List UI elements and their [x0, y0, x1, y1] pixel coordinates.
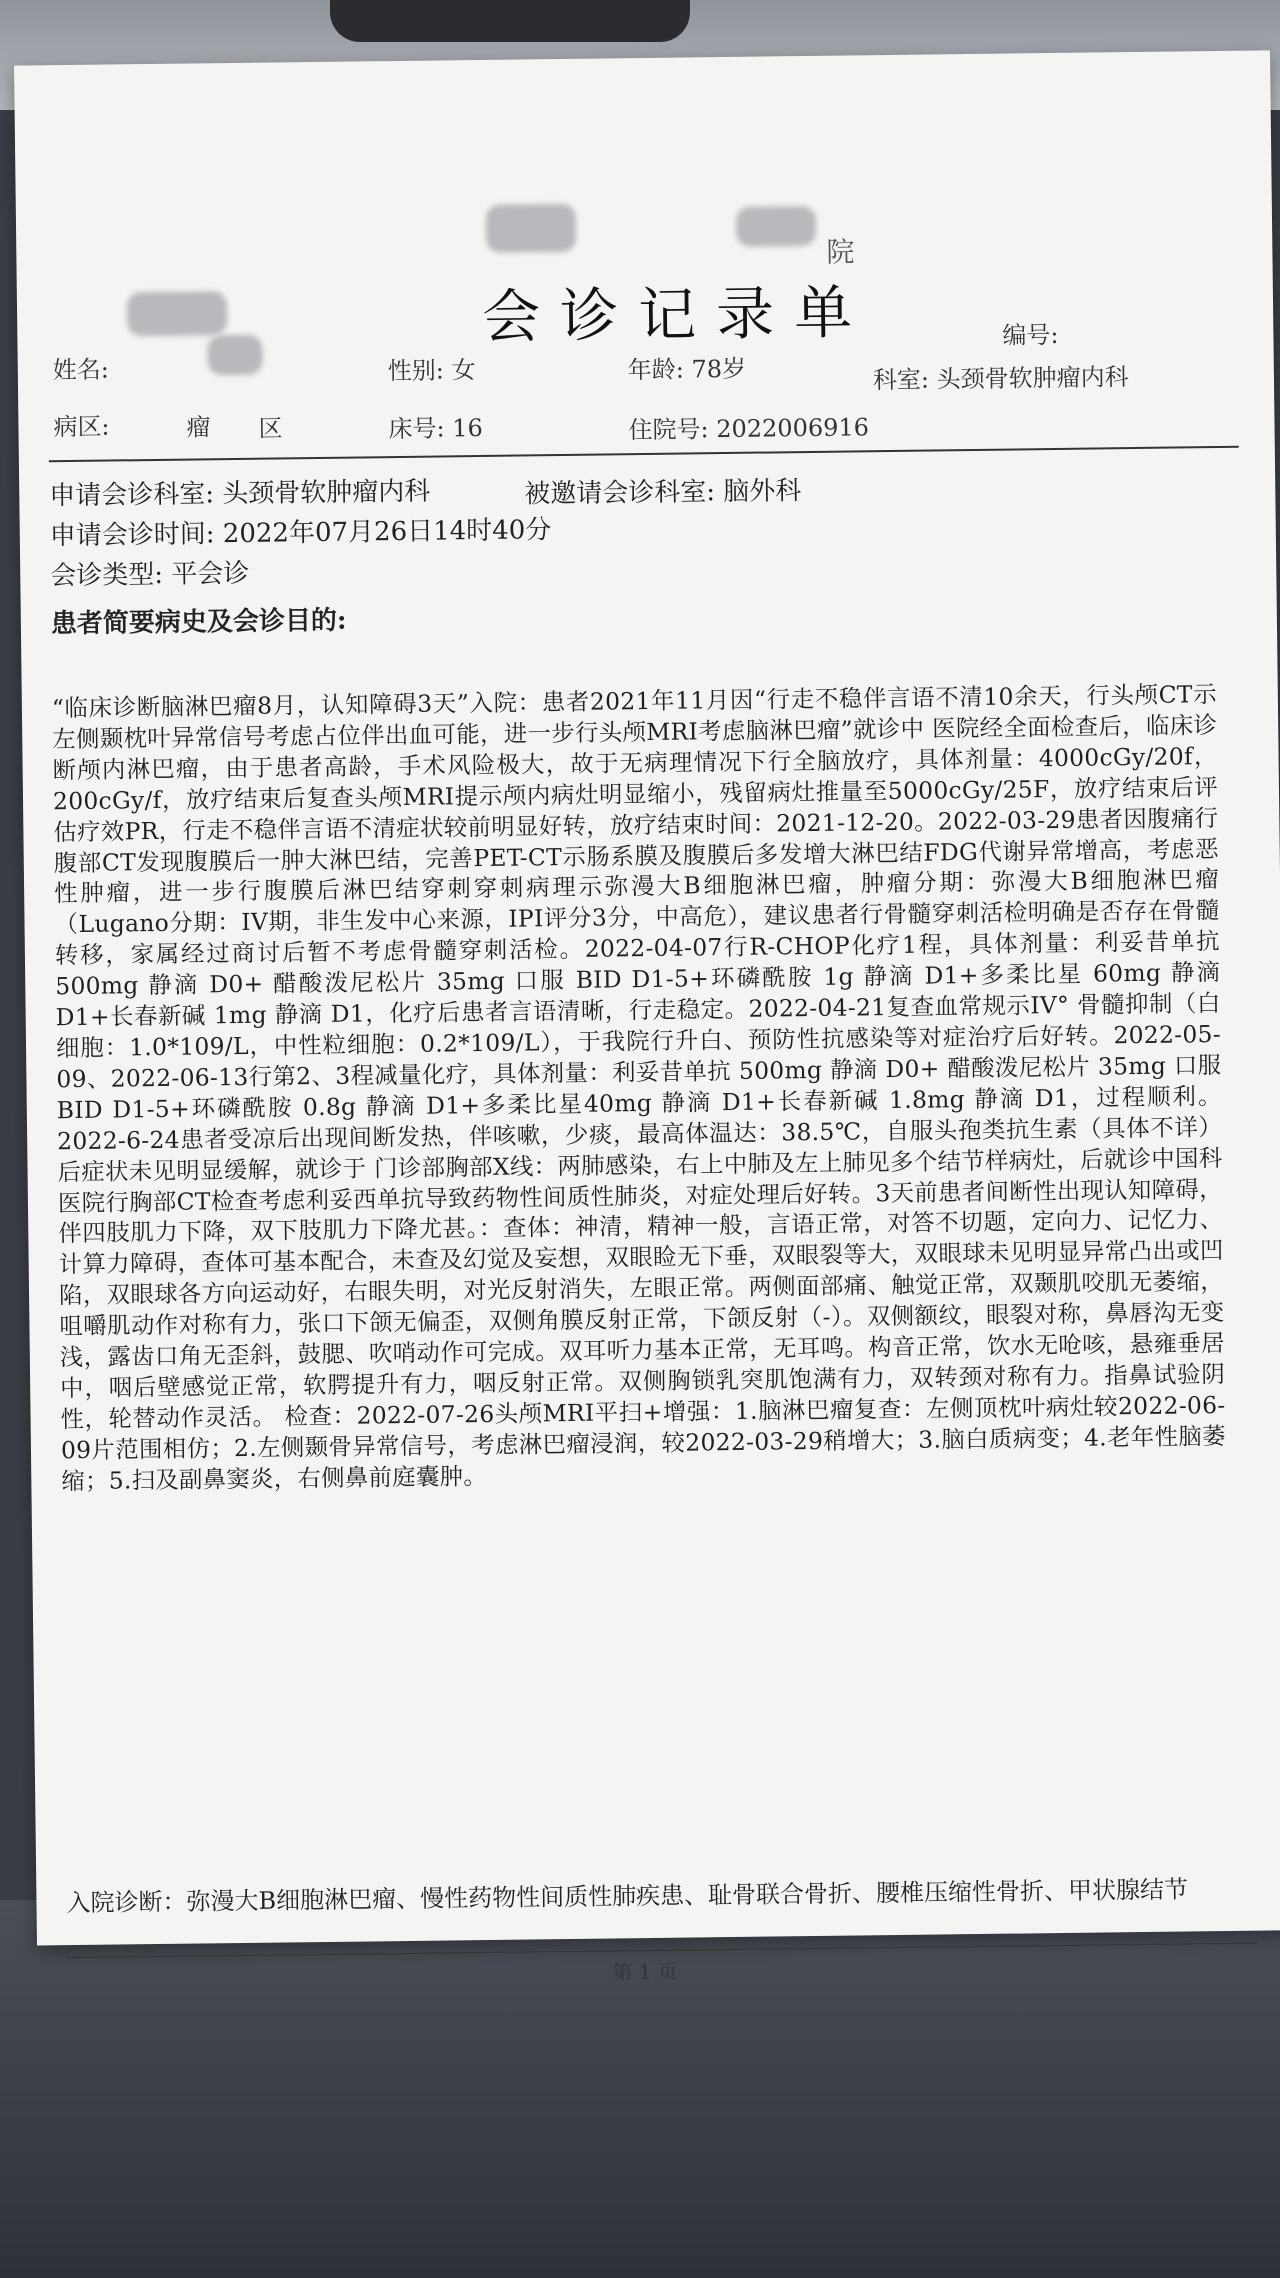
name-label: 姓名: [52, 355, 110, 385]
redaction-blur [207, 335, 262, 376]
admission-diagnosis: 入院诊断：弥漫大B细胞淋巴瘤、慢性药物性间质性肺疾患、耻骨联合骨折、腰椎压缩性骨折、甲状腺结节 [66, 1875, 1189, 1918]
page-number: 第 1 页 [612, 1959, 678, 1985]
age-field: 年龄: 78岁 [627, 354, 747, 385]
history-heading: 患者简要病史及会诊目的: [50, 605, 347, 640]
ward-label: 病区: [53, 412, 110, 442]
page-title: 会诊记录单 [481, 278, 873, 351]
invited-department: 被邀请会诊科室: 脑外科 [524, 476, 802, 510]
gender-field: 性别: 女 [387, 356, 476, 386]
header-divider [49, 446, 1239, 463]
department-field: 科室: 头颈骨软肿瘤内科 [872, 363, 1129, 395]
redaction-blur [736, 206, 816, 247]
request-time: 申请会诊时间: 2022年07月26日14时40分 [49, 515, 552, 552]
paper-sheet [14, 50, 1280, 1985]
ward-suffix: 区 [258, 414, 283, 443]
redaction-blur [127, 291, 228, 336]
history-body: “临床诊断脑淋巴瘤8月，认知障碍3天”入院：患者2021年11月因“行走不稳伴言语不清10余天，行头颅CT示左侧颞枕叶异常信号考虑占位伴出血可能，进一步行头颅MRI考虑脑淋巴瘤”就诊中 医院经全面检查后，临床诊断颅内淋巴瘤，由于患者高龄，手术风险极大，故于无病理情况下行全脑放疗，具体剂量：4000cGy/20f，200cGy/f，放疗结束后复查头颅MRI提示颅内病灶明显缩小，残留病灶推量至5000cGy/25F，放疗结束后评估疗效PR，行走不稳伴言语不清症状较前明显好转，放疗结束时间：2021-12-20。2022-03-29患者因腹痛行腹部CT发现腹膜后一肿大淋巴结，完善PET-CT示肠系膜及腹膜后多发增大淋巴结FDG代谢异常增高，考虑恶性肿瘤，进一步行腹膜后淋巴结穿刺穿刺病理示弥漫大B细胞淋巴瘤，肿瘤分期：弥漫大B细胞淋巴瘤（Lugano分期：IV期，非生发中心来源，IPI评分3分，中高危），建议患者行骨髓穿刺活检明确是否存在骨髓转移，家属经过商讨后暂不考虑骨髓穿刺活检。2022-04-07行R-CHOP化疗1程，具体剂量：利妥昔单抗 500mg 静滴 D0+ 醋酸泼尼松片 35mg 口服 BID D1-5+环磷酰胺 1g 静滴 D1+多柔比星 60mg 静滴 D1+长春新碱 1mg 静滴 D1，化疗后患者言语清晰，行走稳定。2022-04-21复查血常规示IV° 骨髓抑制（白细胞：1.0*109/L，中性粒细胞：0.2*109/L），于我院行升白、预防性抗感染等对症治疗后好转。2022-05-09、2022-06-13行第2、3程减量化疗，具体剂量：利妥昔单抗 500mg 静滴 D0+ 醋酸泼尼松片 35mg 口服 BID D1-5+环磷酰胺 0.8g 静滴 D1+多柔比星40mg 静滴 D1+长春新碱 1.8mg 静滴 D1，过程顺利。2022-6-24患者受凉后出现间断发热，伴咳嗽，少痰，最高体温达：38.5℃，自服头孢类抗生素（具体不详）后症状未见明显缓解，就诊于 门诊部胸部X线：两肺感染，右上中肺及左上肺见多个结节样病灶，后就诊中国科 医院行胸部CT检查考虑利妥西单抗导致药物性间质性肺炎，对症处理后好转。3天前患者间断性出现认知障碍，伴四肢肌力下降，双下肢肌力下降尤甚。：查体：神清，精神一般，言语正常，对答不切题，定向力、记忆力、计算力障碍，查体可基本配合，未查及幻觉及妄想，双眼睑无下垂，双眼裂等大，双眼球未见明显异常凸出或凹陷，双眼球各方向运动好，右眼失明，对光反射消失，左眼正常。两侧面部痛、触觉正常，双颞肌咬肌无萎缩，咀嚼肌动作对称有力，张口下颌无偏歪，双侧角膜反射正常，下颌反射（-）。双侧额纹，眼裂对称，鼻唇沟无变浅，露齿口角无歪斜，鼓腮、吹哨动作可完成。双耳听力基本正常，无耳鸣。构音正常，饮水无呛咳，悬雍垂居中，咽后壁感觉正常，软腭提升有力，咽反射正常。双侧胸锁乳突肌饱满有力，双转颈对称有力。指鼻试验阴性，轮替动作灵活。 检查：2022-07-26头颅MRI平扫+增强：1.脑淋巴瘤复查：左侧顶枕叶病灶较2022-06-09片范围相仿；2.左侧颞骨异常信号，考虑淋巴瘤浸润，较2022-03-29稍增大；3.脑白质病变；4.老年性脑萎缩；5.扫及副鼻窦炎，右侧鼻前庭囊肿。 [51, 680, 1227, 1495]
consult-type: 会诊类型: 平会诊 [50, 558, 250, 592]
ward-partial: 瘤 [186, 413, 211, 442]
request-department: 申请会诊科室: 头颈骨软肿瘤内科 [49, 476, 431, 512]
redaction-blur [486, 204, 577, 253]
bed-field: 床号: 16 [388, 413, 483, 444]
phone-edge [330, 0, 690, 42]
hospital-name: 院 [826, 235, 855, 269]
admission-number: 住院号: 2022006916 [628, 413, 870, 445]
number-label: 编号: [1002, 320, 1059, 350]
